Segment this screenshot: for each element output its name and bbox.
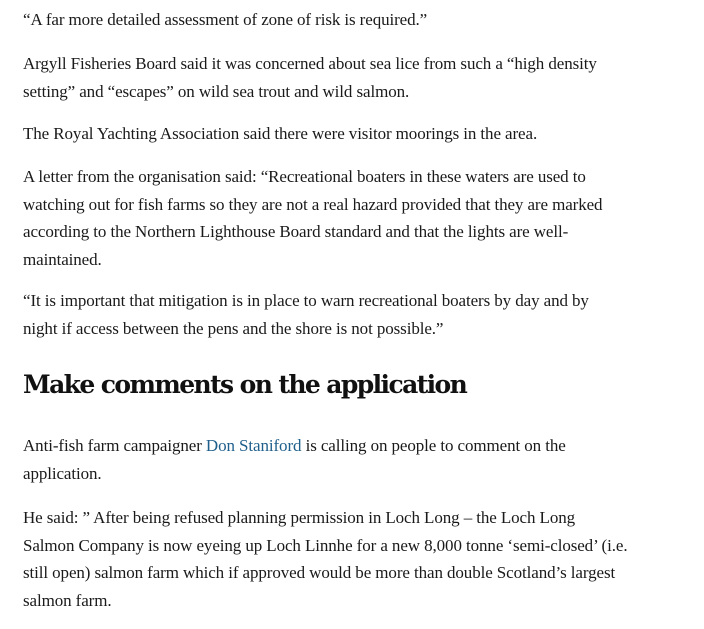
paragraph-line: according to the Northern Lighthouse Board standard and that the lights are well- <box>23 222 569 241</box>
quote-paragraph <box>23 6 427 34</box>
paragraph-line: He said: ” After being refused planning permission in Loch Long – the Loch Long <box>23 508 576 527</box>
paragraph-line: still open) salmon farm which if approved would be more than double Scotland’s largest <box>23 563 616 582</box>
fisheries-board-paragraph <box>23 50 597 105</box>
statement-paragraph <box>23 504 627 614</box>
paragraph-line: Argyll Fisheries Board said it was concerned about sea lice from such a “high density <box>23 54 597 73</box>
paragraph-line: “It is important that mitigation is in place to warn recreational boaters by day and by <box>23 291 589 310</box>
paragraph-line: A letter from the organisation said: “Recreational boaters in these waters are used to <box>23 167 586 186</box>
paragraph-line: The Royal Yachting Association said there were visitor moorings in the area. <box>23 124 538 143</box>
paragraph-line: Salmon Company is now eyeing up Loch Linnhe for a new 8,000 tonne ‘semi-closed’ (i.e. <box>23 535 628 555</box>
yachting-association-paragraph <box>23 120 537 148</box>
mitigation-quote-paragraph <box>23 287 589 342</box>
paragraph-line: maintained. <box>23 249 102 269</box>
paragraph-line: setting” and “escapes” on wild sea trout and wild salmon. <box>23 81 410 101</box>
paragraph-line: application. <box>23 463 102 483</box>
section-heading: Make comments on the application <box>23 370 467 399</box>
paragraph-text: Anti-fish farm campaigner <box>23 436 206 455</box>
paragraph-text: is calling on people to comment on the <box>301 436 566 455</box>
paragraph-line: night if access between the pens and the shore is not possible.” <box>23 318 444 338</box>
paragraph-line: watching out for fish farms so they are not a real hazard provided that they are marked <box>23 194 603 214</box>
campaigner-paragraph <box>23 432 566 487</box>
paragraph-line: salmon farm. <box>23 590 112 610</box>
letter-paragraph <box>23 163 602 273</box>
paragraph-line: “A far more detailed assessment of zone of risk is required.” <box>23 10 428 29</box>
don-staniford-link[interactable]: Don Staniford <box>205 436 302 455</box>
